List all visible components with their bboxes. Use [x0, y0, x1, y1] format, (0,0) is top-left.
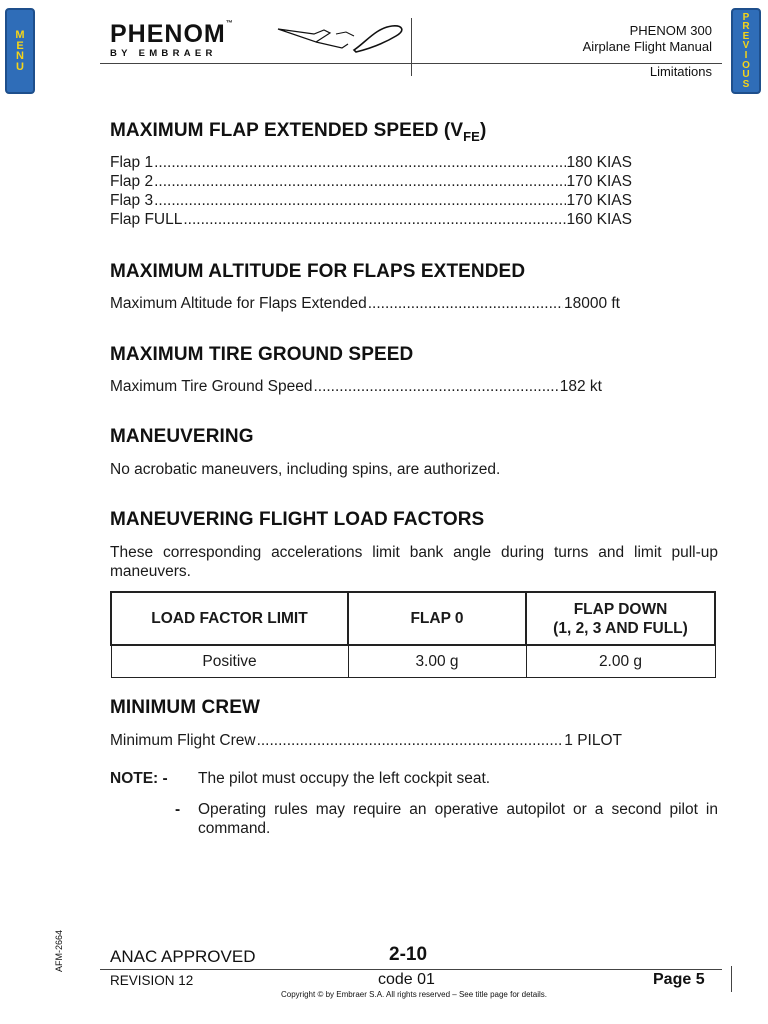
menu-letter: M: [15, 29, 25, 41]
previous-letter: U: [742, 69, 750, 81]
vfe-heading-text: MAXIMUM FLAP EXTENDED SPEED (V: [110, 120, 464, 141]
menu-button[interactable]: [5, 8, 35, 94]
leader-dots: [154, 153, 565, 172]
header-rule: [100, 63, 722, 64]
page-label: Page: [653, 971, 692, 988]
vfe-heading-end: ): [479, 120, 487, 141]
item-label: Flap FULL: [110, 211, 183, 228]
approval-label: ANAC APPROVED: [110, 947, 256, 966]
item-value: 1 PILOT: [564, 732, 622, 749]
leader-dots: [368, 294, 563, 313]
item-label: Maximum Tire Ground Speed: [110, 378, 313, 395]
leader-dots: [154, 172, 565, 191]
menu-letter: U: [16, 60, 24, 73]
maneuvering-heading: MANEUVERING: [110, 426, 254, 447]
table-row: [111, 645, 715, 678]
leader-dots: [154, 191, 565, 210]
load-factors-heading: MANEUVERING FLIGHT LOAD FACTORS: [110, 509, 485, 530]
vfe-heading: [110, 120, 486, 144]
list-item: [110, 294, 632, 313]
page-number: 2-10: [389, 944, 428, 965]
leader-dots: [183, 210, 565, 229]
previous-letter: P: [742, 11, 750, 23]
previous-button[interactable]: [731, 8, 761, 94]
page-indicator: [653, 971, 705, 989]
previous-letter: V: [742, 40, 750, 52]
logo-subtitle: BY EMBRAER: [110, 48, 217, 59]
note-label: NOTE: -: [110, 770, 168, 787]
list-item: [110, 191, 632, 210]
logo-name: PHENOM: [110, 20, 226, 48]
item-value: 18000 ft: [563, 295, 620, 312]
list-item: [110, 731, 632, 750]
header-divider: [411, 18, 412, 76]
load-factors-text: These corresponding accelerations limit bank angle during turns and limit pull-up maneuvers.: [110, 544, 718, 580]
item-value: 180 KIAS: [566, 154, 632, 171]
crew-heading: MINIMUM CREW: [110, 697, 261, 718]
item-label: Minimum Flight Crew: [110, 732, 256, 749]
item-label: Maximum Altitude for Flaps Extended: [110, 295, 367, 312]
vfe-heading-sub: FE: [463, 128, 480, 144]
item-label: Flap 1: [110, 154, 154, 171]
table-header-row: [111, 592, 715, 645]
section-name: Limitations: [649, 64, 712, 79]
manual-name: Airplane Flight Manual: [582, 39, 712, 54]
logo: [110, 20, 234, 59]
leader-dots: [313, 377, 558, 396]
previous-letter: S: [742, 78, 750, 90]
doc-code: AFM-2664: [54, 929, 64, 972]
list-item: [110, 153, 632, 172]
column-header-line: FLAP DOWN: [573, 600, 668, 618]
logo-tm: ™: [225, 20, 234, 27]
column-header: [526, 592, 715, 645]
note-dash: -: [175, 801, 181, 818]
list-item: [110, 210, 632, 229]
list-item: [110, 377, 632, 396]
aircraft-name: PHENOM 300: [629, 23, 712, 38]
list-item: [110, 172, 632, 191]
page-value: 5: [695, 971, 705, 988]
item-label: Flap 2: [110, 173, 154, 190]
previous-letter: R: [742, 21, 750, 33]
item-value: 170 KIAS: [566, 173, 632, 190]
previous-letter: I: [744, 50, 748, 61]
column-header-line: (1, 2, 3 AND FULL): [553, 619, 688, 637]
note-item: The pilot must occupy the left cockpit seat.: [198, 770, 491, 787]
note-item: Operating rules may require an operative autopilot or a second pilot in command.: [198, 801, 718, 837]
code-label: code 01: [378, 971, 435, 988]
item-value: 160 KIAS: [566, 211, 632, 228]
load-factor-table: [110, 591, 716, 678]
revision-label: REVISION 12: [110, 973, 194, 988]
table-cell: Positive: [111, 645, 348, 678]
previous-letter: O: [742, 59, 750, 71]
tire-heading: MAXIMUM TIRE GROUND SPEED: [110, 344, 414, 365]
altitude-heading: MAXIMUM ALTITUDE FOR FLAPS EXTENDED: [110, 261, 526, 282]
column-header: FLAP 0: [348, 592, 526, 645]
maneuvering-text: No acrobatic maneuvers, including spins, are authorized.: [110, 461, 501, 478]
footer-divider: [731, 966, 732, 992]
item-label: Flap 3: [110, 192, 154, 209]
table-cell: 3.00 g: [348, 645, 526, 678]
copyright: Copyright © by Embraer S.A. All rights reserved – See title page for details.: [280, 990, 548, 999]
column-header: LOAD FACTOR LIMIT: [111, 592, 348, 645]
menu-letter: E: [16, 39, 24, 52]
previous-letter: E: [742, 30, 750, 42]
footer-rule: [100, 969, 722, 970]
header-title: [583, 23, 712, 55]
leader-dots: [257, 731, 564, 750]
menu-letter: N: [16, 50, 24, 62]
airplane-logo-icon: [276, 20, 408, 56]
item-value: 170 KIAS: [566, 192, 632, 209]
table-cell: 2.00 g: [526, 645, 715, 678]
item-value: 182 kt: [559, 378, 602, 395]
